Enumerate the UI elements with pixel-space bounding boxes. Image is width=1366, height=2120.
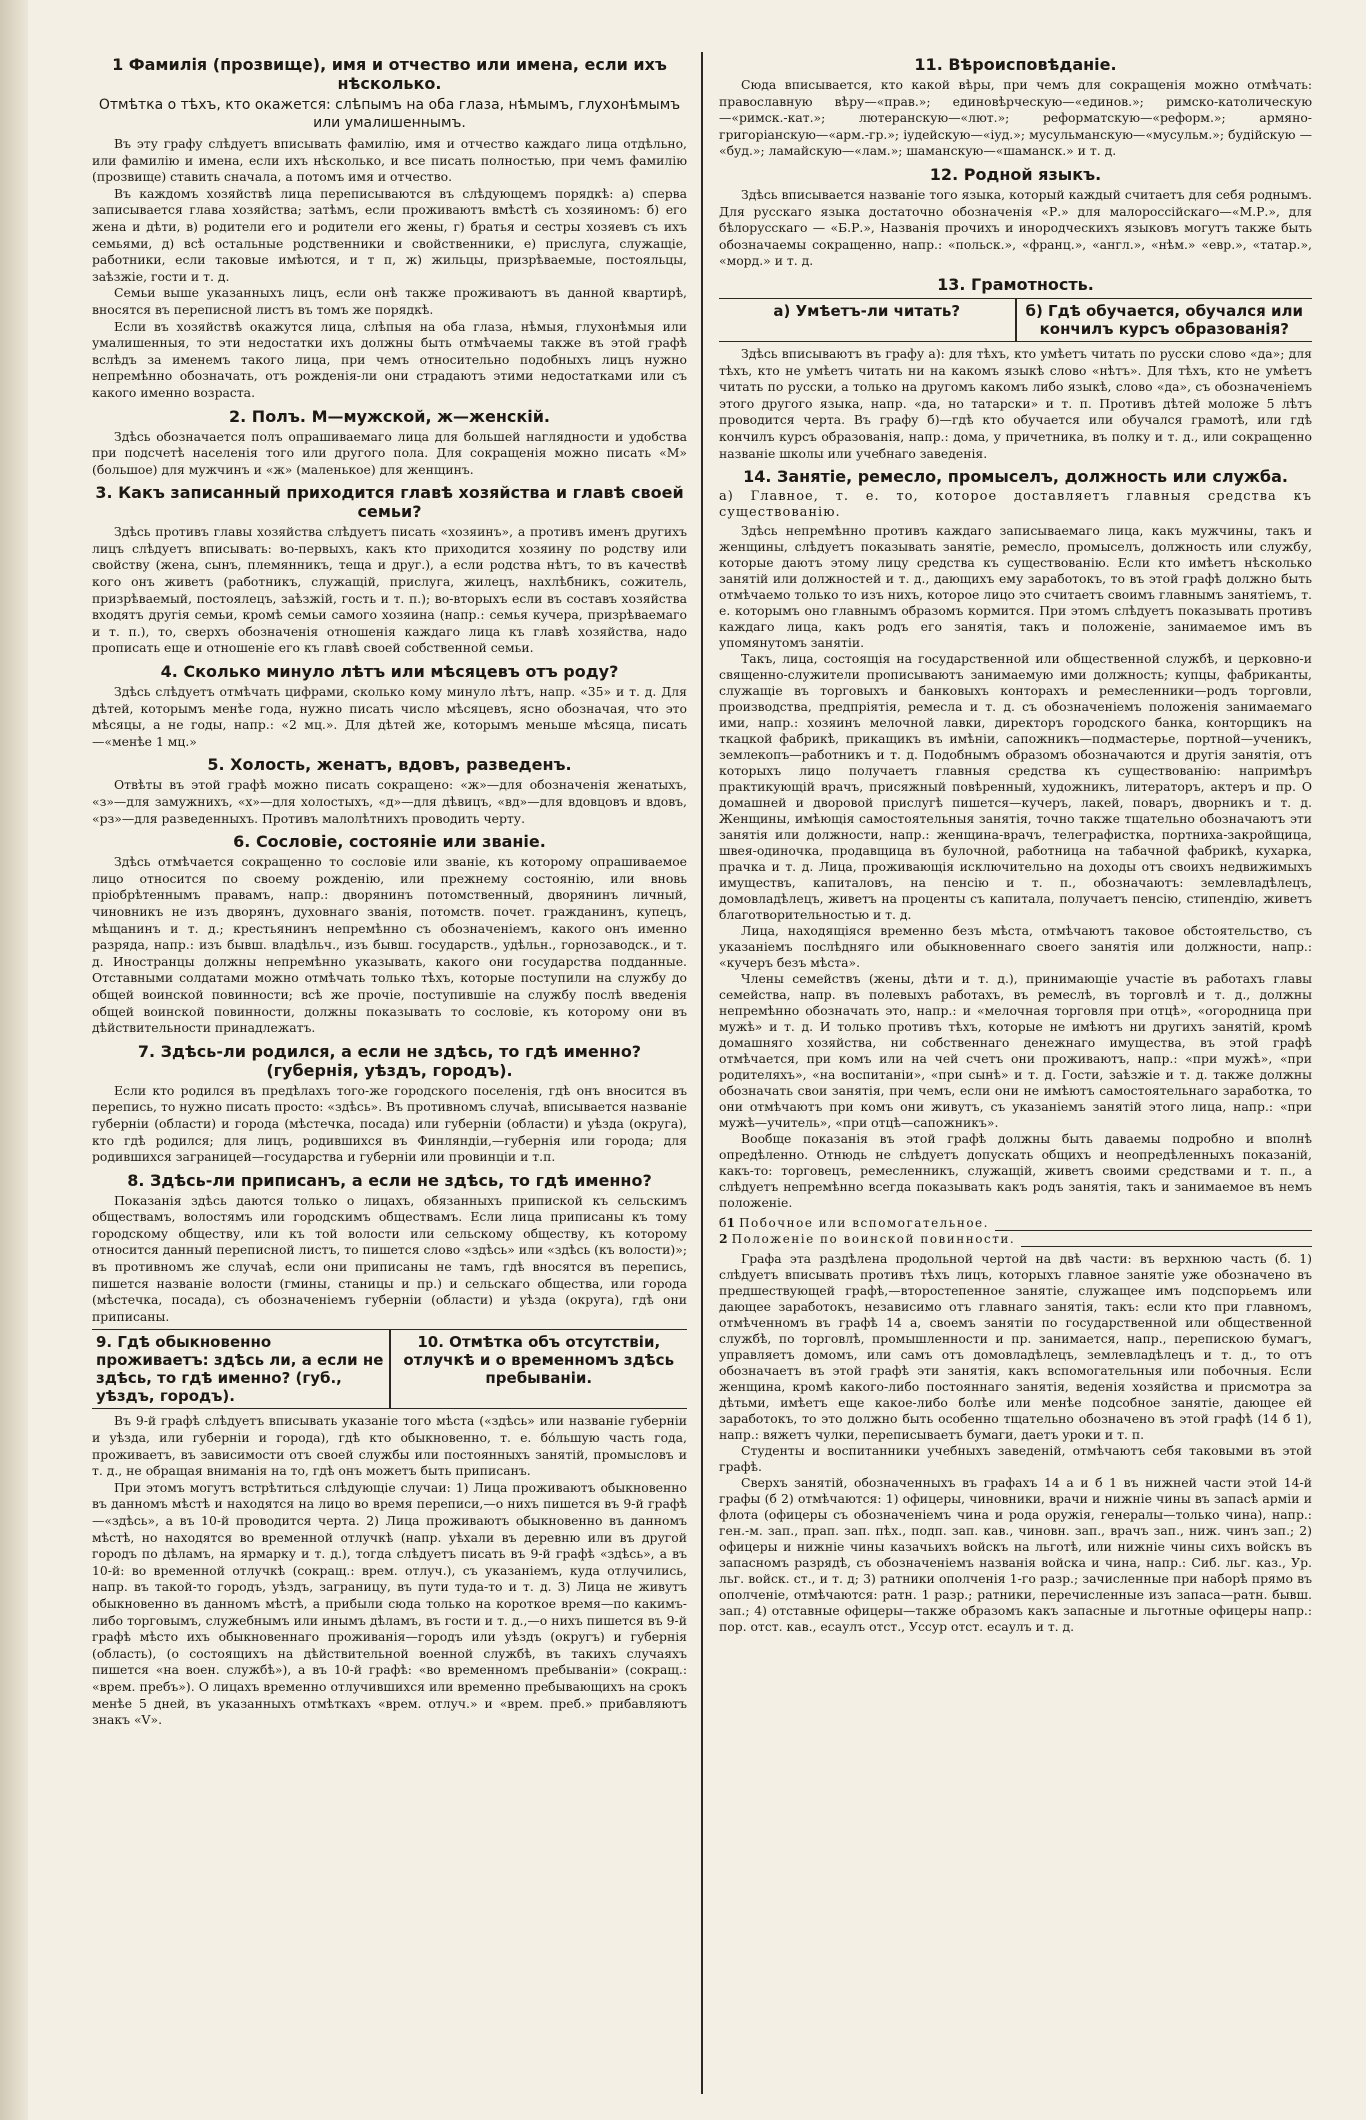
section-1-paragraph: Семьи выше указанныхъ лицъ, если онѣ также проживаютъ въ данной квартирѣ, вносятся въ переписной листъ въ томъ же порядкѣ. xyxy=(92,285,687,317)
section-14b1-line xyxy=(995,1230,1312,1231)
section-13b-title: б) Гдѣ обучается, обучался или кончилъ курсъ образованія? xyxy=(1025,301,1303,338)
page-edge-shadow xyxy=(0,0,28,2120)
section-14b2-row xyxy=(719,1231,1312,1247)
section-14b1-label: Побочное или вспомогательное. xyxy=(739,1216,989,1231)
section-13a-title: а) Умѣетъ-ли читать? xyxy=(773,301,961,320)
sections-9-10-header xyxy=(92,1329,687,1409)
two-column-layout xyxy=(92,50,1318,2096)
section-14b1-row xyxy=(719,1215,1312,1231)
section-14a-subtitle: а) Главное, т. е. то, которое доставляетъ главныя средства къ существованію. xyxy=(719,489,1312,521)
section-11-title: 11. Вѣроисповѣданіе. xyxy=(914,55,1117,74)
section-8-paragraph: Показанія здѣсь даются только о лицахъ, обязанныхъ припиской къ сельскимъ обществамъ, волостямъ или городскимъ обществамъ. Если лица приписаны къ тому городскому обществу, или къ той волости или сельскому обществу, къ которому относится данный переписной листъ, то пишется слово «здѣсь» или «здѣсь (къ волости)»; въ противномъ же случаѣ, если они приписаны не тамъ, гдѣ вносятся въ перепись, пишется названіе волости (гмины, станицы и пр.) и сельскаго общества, или города (мѣстечка, посада), съ обозначеніемъ губерніи (области) и уѣзда (округа), гдѣ они приписаны. xyxy=(92,1192,687,1324)
section-11-paragraph: Сюда вписывается, кто какой вѣры, при чемъ для сокращенія можно отмѣчать: православную вѣру—«прав.»; единовѣрческую—«единов.»; римско-католическую—«римск.-кат.»; лютеранскую—«лют.»; реформатскую—«реформ.»; армяно-григоріанскую—«арм.-гр.»; іудейскую—«іуд.»; мусульманскую—«мусульм.»; будійскую — «буд.»; ламайскую—«лам.»; шаманскую—«шаманск.» и т. д. xyxy=(719,77,1312,159)
section-9-paragraph: При этомъ могутъ встрѣтиться слѣдующіе случаи: 1) Лица проживаютъ обыкновенно въ данномъ мѣстѣ и находятся на лицо во время переписи,—о нихъ пишется въ 9-й графѣ—«здѣсь», а въ 10-й проводится черта. 2) Лица проживаютъ обыкновенно въ данномъ мѣстѣ, но находятся во временной отлучкѣ (напр. уѣхали въ деревню или въ другой городъ по дѣламъ, на ярмарку и т. д.), тогда слѣдуетъ писать въ 9-й графѣ «здѣсь», а въ 10-й: во временной отлучкѣ (сокращ.: врем. отлуч.), съ указаніемъ, куда отлучились, напр. въ такой-то городъ, уѣздъ, заграницу, въ пути туда-то и т. д. 3) Лица не живутъ обыкновенно въ данномъ мѣстѣ, а прибыли сюда только на короткое время—по какимъ-либо торговымъ, служебнымъ или инымъ дѣламъ, въ гости и т. д.,—о нихъ пишется въ 9-й графѣ мѣсто ихъ обыкновеннаго проживанія—городъ или уѣздъ (округъ) и губернія (область), (о состоящихъ на дѣйствительной военной службѣ, въ такихъ случаяхъ пишется «на воен. службѣ»), а въ 10-й графѣ: «во временномъ пребываніи» (сокращ.: «врем. пребъ»). О лицахъ временно отлучившихся или временно пребывающихъ на срокъ менѣе 5 дней, въ указанныхъ отмѣткахъ «врем. отлуч.» и «врем. преб.» прибавляютъ знакъ «V». xyxy=(92,1479,687,1728)
section-3-paragraph: Здѣсь противъ главы хозяйства слѣдуетъ писать «хозяинъ», а противъ именъ другихъ лицъ слѣдуетъ вписывать: во-первыхъ, какъ кто приходится хозяину по родству или свойству (жена, сынъ, племянникъ, теща и друг.), а если родства нѣтъ, то въ качествѣ кого онъ живетъ (работникъ, служащій, прислуга, жилецъ, нахлѣбникъ, сожитель, призрѣваемый, постоялецъ, заѣзжій, гость и т. п.); во-вторыхъ если въ составъ хозяйства входятъ другія семьи, кромѣ семьи самого хозяина (напр.: семья кучера, призрѣваемаго и т. п.), то, сверхъ обозначенія отношенія каждаго лица къ главѣ хозяйства, надо прописать еще и отношеніе его къ главѣ своей собственной семьи. xyxy=(92,524,687,656)
section-13-title: 13. Грамотность. xyxy=(937,274,1094,294)
section-1-paragraph: Если въ хозяйствѣ окажутся лица, слѣпыя на оба глаза, нѣмыя, глухонѣмыя или умалишенныя, то эти недостатки ихъ должны быть отмѣчаемы также въ этой графѣ вслѣдъ за именемъ такого лица, при чемъ относительно подобныхъ лицъ нужно непремѣнно обозначать, отъ рожденія-ли они страдаютъ этими недостатками или съ какого именно возраста. xyxy=(92,318,687,400)
left-column xyxy=(92,50,697,2096)
section-1-paragraph: Въ эту графу слѣдуетъ вписывать фамилію, имя и отчество каждаго лица отдѣльно, или фамилію и имена, если ихъ нѣсколько, и все писать полностью, при чемъ фамилію (прозвище) ставить сначала, а потомъ имя и отчество. xyxy=(92,136,687,185)
section-14b-paragraph: Сверхъ занятій, обозначенныхъ въ графахъ 14 а и б 1 въ нижней части этой 14-й графы (б 2) отмѣчаются: 1) офицеры, чиновники, врачи и нижніе чины въ запасѣ арміи и флота (офицеры съ обозначеніемъ чина и рода оружія, генералы—только чина), напр.: ген.-м. зап., прап. зап. пѣх., подп. зап. кав., чиновн. зап., врачъ зап., ниж. чинъ зап.; 2) офицеры и нижніе чины казачьихъ войскъ на льготѣ, или нижніе чины сихъ войскъ въ запасномъ разрядѣ, съ обозначеніемъ названія войска и чина, напр.: Сиб. льг. каз., Ур. льг. войск. ст., и т. д; 3) ратники ополченія 1-го разр.; зачисленные при наборѣ прямо въ ополченіе, отмѣчаются: ратн. 1 разр.; ратники, перечисленные изъ запаса—ратн. бывш. зап.; 4) отставные офицеры—также образомъ какъ запасные и льготные офицеры напр.: пор. отст. кав., есаулъ отст., Уссур отст. есаулъ и т. д. xyxy=(719,1475,1312,1635)
section-14b2-number: 2 xyxy=(719,1231,728,1247)
section-5-paragraph: Отвѣты въ этой графѣ можно писать сокращено: «ж»—для обозначенія женатыхъ, «з»—для замужнихъ, «х»—для холостыхъ, «д»—для дѣвицъ, «вд»—для вдовцовъ и вдовъ, «рз»—для разведенныхъ. Противъ малолѣтнихъ проводить черту. xyxy=(92,777,687,826)
section-14-title: 14. Занятіе, ремесло, промыселъ, должность или служба. xyxy=(743,467,1288,487)
section-9-title: 9. Гдѣ обыкновенно проживаетъ: здѣсь ли, а если не здѣсь, то гдѣ именно? (губ., уѣздъ, городъ). xyxy=(96,1333,384,1406)
section-8-title: 8. Здѣсь-ли приписанъ, а если не здѣсь, то гдѣ именно? xyxy=(127,1170,652,1190)
section-13-subheader xyxy=(719,298,1312,342)
section-14-paragraph: Вообще показанія въ этой графѣ должны быть даваемы подробно и вполнѣ опредѣленно. Отнюдь не слѣдуетъ допускать общихъ и неопредѣленныхъ показаній, какъ-то: торговецъ, ремесленникъ, служащій, живетъ своими средствами и т. п., а слѣдуетъ непремѣнно всегда показывать какъ родъ занятія, такъ и занимаемое въ немъ положеніе. xyxy=(719,1131,1312,1211)
section-4-paragraph: Здѣсь слѣдуетъ отмѣчать цифрами, сколько кому минуло лѣтъ, напр. «35» и т. д. Для дѣтей, которымъ менѣе года, нужно писать число мѣсяцевъ, ясно обозначая, что это мѣсяцы, а не годы, напр.: «2 мц.». Для дѣтей же, которымъ меньше мѣсяца, писать—«менѣе 1 мц.» xyxy=(92,684,687,749)
section-14b-paragraph: Графа эта раздѣлена продольной чертой на двѣ части: въ верхнюю часть (б. 1) слѣдуетъ вписывать противъ тѣхъ лицъ, которыхъ главное занятіе уже обозначено въ предшествующей графѣ,—второстепенное занятіе, служащее имъ подспорьемъ или дающее заработокъ, независимо отъ главнаго занятія, такъ: если кто при главномъ, отмѣченномъ въ графѣ 14 а, своемъ занятіи по государственной или общественной службѣ, по торговлѣ, промышленности и пр. занимается, напр., перепискою бумагъ, управляетъ домомъ, или самъ отъ домовладѣлецъ, землевладѣлецъ и т. д., то отъ обозначаетъ въ этой графѣ эти занятія, какъ вспомогательныя или побочныя. Если женщина, кромѣ какого-либо постояннаго занятія, веденія хозяйства и присмотра за дѣтьми, имѣетъ еще какое-либо болѣе или менѣе подсобное занятіе, дающее ей заработокъ, то это должно быть особенно тщательно обозначено въ этой графѣ (14 б 1), напр.: вяжетъ чулки, переписываетъ бумаги, даетъ уроки и т. п. xyxy=(719,1251,1312,1443)
section-12-paragraph: Здѣсь вписывается названіе того языка, который каждый считаетъ для себя роднымъ. Для русскаго языка достаточно обозначенія «Р.» для малороссійскаго—«М.Р.», для бѣлорусскаго — «Б.Р.», Названія прочихъ и инородческихъ языковъ могутъ также быть обозначаемы сокращенно, напр.: «польск.», «франц.», «англ.», «нѣм.» «евр.», «татар.», «морд.» и т. д. xyxy=(719,186,1312,269)
section-1-note: Отмѣтка о тѣхъ, кто окажется: слѣпымъ на оба глаза, нѣмымъ, глухонѣмымъ или умалишеннымъ. xyxy=(98,97,681,131)
section-14-paragraph: Здѣсь непремѣнно противъ каждаго записываемаго лица, какъ мужчины, такъ и женщины, слѣдуетъ показывать занятіе, ремесло, промыселъ, должность или службу, которые даютъ этому лицу средства къ существованію. Если кто имѣетъ нѣсколько занятій или должностей и т. д., дающихъ ему заработокъ, то въ этой графѣ должно быть отмѣчаемо только то изъ нихъ, которое лицо это считаетъ своимъ главнымъ занятіемъ, т. е. которымъ оно главнымъ образомъ кормится. При этомъ слѣдуетъ показывать противъ каждаго лица, какъ родъ его занятія, такъ и положеніе, занимаемое имъ въ упомянутомъ занятіи. xyxy=(719,523,1312,651)
section-2-paragraph: Здѣсь обозначается полъ опрашиваемаго лица для большей наглядности и удобства при подсчетѣ населенія того или другого пола. Для сокращенія можно писать «М» (большое) для мужчинъ и «ж» (маленькое) для женщинъ. xyxy=(92,428,687,477)
section-14b-letter: б xyxy=(719,1215,727,1231)
section-10-title: 10. Отмѣтка объ отсутствіи, отлучкѣ и о временномъ здѣсь пребываніи. xyxy=(403,1333,675,1388)
section-6-title: 6. Сословіе, состояніе или званіе. xyxy=(233,832,546,852)
section-14b1-number: 1 xyxy=(726,1215,736,1231)
section-5-title: 5. Холость, женатъ, вдовъ, разведенъ. xyxy=(207,755,572,775)
section-10-header-cell xyxy=(389,1330,688,1408)
section-3-title: 3. Какъ записанный приходится главѣ хозяйства и главѣ своей семьи? xyxy=(95,483,684,522)
section-14b-header xyxy=(719,1215,1312,1247)
section-14b2-line xyxy=(1021,1246,1312,1247)
section-6-paragraph: Здѣсь отмѣчается сокращенно то сословіе или званіе, къ которому опрашиваемое лицо относится по своему рожденію, или прежнему состоянію, или вновь пріобрѣтеннымъ правамъ, напр.: дворянинъ потомственный, дворянинъ личный, чиновникъ не изъ дворянъ, духовнаго званія, потомств. почет. гражданинъ, купецъ, мѣщанинъ и т. д.; крестьянинъ непремѣнно съ обозначеніемъ, какого онъ именно разряда, напр.: изъ бывш. владѣльч., изъ бывш. государств., удѣльн., горнозаводск., и т. д. Иностранцы должны непремѣнно указывать, какого они государства подданные. Отставными солдатами можно отмѣчать только тѣхъ, которые поступили на службу до общей воинской повинности; всѣ же прочіе, поступившіе на службу послѣ введенія общей воинской повинности, должны показывать то сословіе, къ которому они въ дѣйствительности принадлежатъ. xyxy=(92,854,687,1036)
column-divider xyxy=(701,52,703,2094)
section-7-paragraph: Если кто родился въ предѣлахъ того-же городского поселенія, гдѣ онъ вносится въ перепись, то нужно писать просто: «здѣсь». Въ противномъ случаѣ, вписывается названіе губерніи (области) и города (мѣстечка, посада) или губерніи (области) и уѣзда (округа), кто гдѣ родился; для лицъ, родившихся въ Финляндіи,—губернія или города; для родившихся заграницей—государства и губерніи или провинціи и т.п. xyxy=(92,1082,687,1165)
section-4-title: 4. Сколько минуло лѣтъ или мѣсяцевъ отъ роду? xyxy=(160,662,619,682)
section-14b-paragraph: Студенты и воспитанники учебныхъ заведеній, отмѣчаютъ себя таковыми въ этой графѣ. xyxy=(719,1443,1312,1475)
section-14b2-label: Положеніе по воинской повинности. xyxy=(731,1232,1016,1247)
section-13a-cell xyxy=(719,299,1015,341)
section-9-paragraph: Въ 9-й графѣ слѣдуетъ вписывать указаніе того мѣста («здѣсь» или названіе губерніи и уѣзда, или губерніи и города), гдѣ кто обыкновенно, т. е. бо́льшую часть года, проживаетъ, въ зависимости отъ своей службы или постоянныхъ занятій, промысловъ и т. д., не обращая вниманія на то, гдѣ онъ можетъ быть приписанъ. xyxy=(92,1413,687,1479)
section-9-header-cell xyxy=(92,1330,389,1408)
section-12-title: 12. Родной языкъ. xyxy=(929,164,1102,184)
right-column xyxy=(707,50,1312,2096)
section-14-paragraph: Члены семействъ (жены, дѣти и т. д.), принимающіе участіе въ работахъ главы семейства, напр. въ полевыхъ работахъ, въ ремеслѣ, въ торговлѣ и т. д., должны непремѣнно обозначать это, напр.: и «мелочная торговля при отцѣ», «огородница при мужѣ» и т. д. И только противъ тѣхъ, которые не имѣютъ ни другихъ занятій, кромѣ домашняго хозяйства, ни собственнаго денежнаго имущества, въ этой графѣ отмѣчается, при комъ или на чей счетъ они проживаютъ, напр.: «при мужѣ», «при родителяхъ», «на воспитаніи», «при сынѣ» и т. д. Гости, заѣзжіе и т. д. также должны обозначать свои занятія, при чемъ, если они не имѣютъ самостоятельнаго заработка, то они отмѣчаютъ при комъ они живутъ, съ указаніемъ занятій этого лица, напр.: «при мужѣ—учитель», «при отцѣ—сапожникъ». xyxy=(719,971,1312,1131)
section-1-title: 1 Фамилія (прозвище), имя и отчество или имена, если ихъ нѣсколько. xyxy=(112,55,667,93)
section-14-paragraph: Такъ, лица, состоящія на государственной или общественной службѣ, и церковно-и священно-служители прописываютъ занимаемую ими должность; купцы, фабриканты, служащіе въ торговыхъ и банковыхъ конторахъ и ремесленники—родъ торговли, производства, предпріятія, ремесла и т. д. съ обозначеніемъ положенія занимаемаго ими, напр.: хозяинъ мелочной лавки, директоръ городского банка, конторщикъ на ткацкой фабрикѣ, прикащикъ въ имѣніи, сапожникъ—подмастерье, портной—ученикъ, землекопъ—работникъ и т. д. Подобнымъ образомъ обозначаются и другія занятія, отъ которыхъ лицо получаетъ главныя средства къ существованію: напримѣръ практикующій врачъ, присяжный повѣренный, художникъ, литераторъ, актеръ и пр. О домашней и дворовой прислугѣ пишется—кучеръ, лакей, поваръ, дворникъ и т. д. Женщины, имѣющія самостоятельныя занятія, точно также тщательно обозначаютъ эти занятія или должности, напр.: женщина-врачъ, телеграфистка, портниха-закройщица, швея-одиночка, продавщица въ булочной, работница на табачной фабрикѣ, кухарка, прачка и т. д. Лица, проживающія исключительно на доходы отъ своихъ недвижимыхъ имуществъ, капиталовъ, на пенсію и т. п., обозначаютъ: землевладѣлецъ, домовладѣлецъ, живетъ на проценты съ капитала, получаетъ пенсію, стипендію, живетъ благотворительностью и т. д. xyxy=(719,651,1312,923)
section-2-title: 2. Полъ. М—мужской, ж—женскій. xyxy=(229,406,550,426)
section-7-title: 7. Здѣсь-ли родился, а если не здѣсь, то гдѣ именно? (губернія, уѣздъ, городъ). xyxy=(137,1041,642,1080)
section-1-paragraph: Въ каждомъ хозяйствѣ лица переписываются въ слѣдующемъ порядкѣ: а) сперва записывается глава хозяйства; затѣмъ, если проживаютъ вмѣстѣ съ хозяиномъ: б) его жена и дѣти, в) родители его и родители его жены, г) братья и сестры хозяевъ съ ихъ семьями, д) всѣ остальные родственники и свойственники, е) прислуга, служащіе, работники, если таковые имѣются, и т п, ж) жильцы, призрѣваемые, постояльцы, заѣзжіе, гости и т. д. xyxy=(92,185,687,284)
section-13-paragraph: Здѣсь вписываютъ въ графу а): для тѣхъ, кто умѣетъ читать по русски слово «да»; для тѣхъ, кто не умѣетъ читать ни на какомъ языкѣ слово «нѣтъ». Для тѣхъ, кто не умѣетъ читать по русски, а только на другомъ какомъ либо языкѣ, слово «да», съ обозначеніемъ этого другого языка, напр. «да, но татарски» и т. п. Противъ дѣтей моложе 5 лѣтъ проводится черта. Въ графу б)—гдѣ кто обучается или обучался грамотѣ, или гдѣ кончилъ курсъ образованія, напр.: дома, у причетника, въ полку и т. д., или сокращенно названіе школы или учебнаго заведенія. xyxy=(719,345,1312,461)
section-14-paragraph: Лица, находящіяся временно безъ мѣста, отмѣчаютъ таковое обстоятельство, съ указаніемъ послѣдняго или обыкновеннаго своего занятія или должности, напр.: «кучеръ безъ мѣста». xyxy=(719,923,1312,971)
section-13b-cell xyxy=(1015,299,1313,341)
